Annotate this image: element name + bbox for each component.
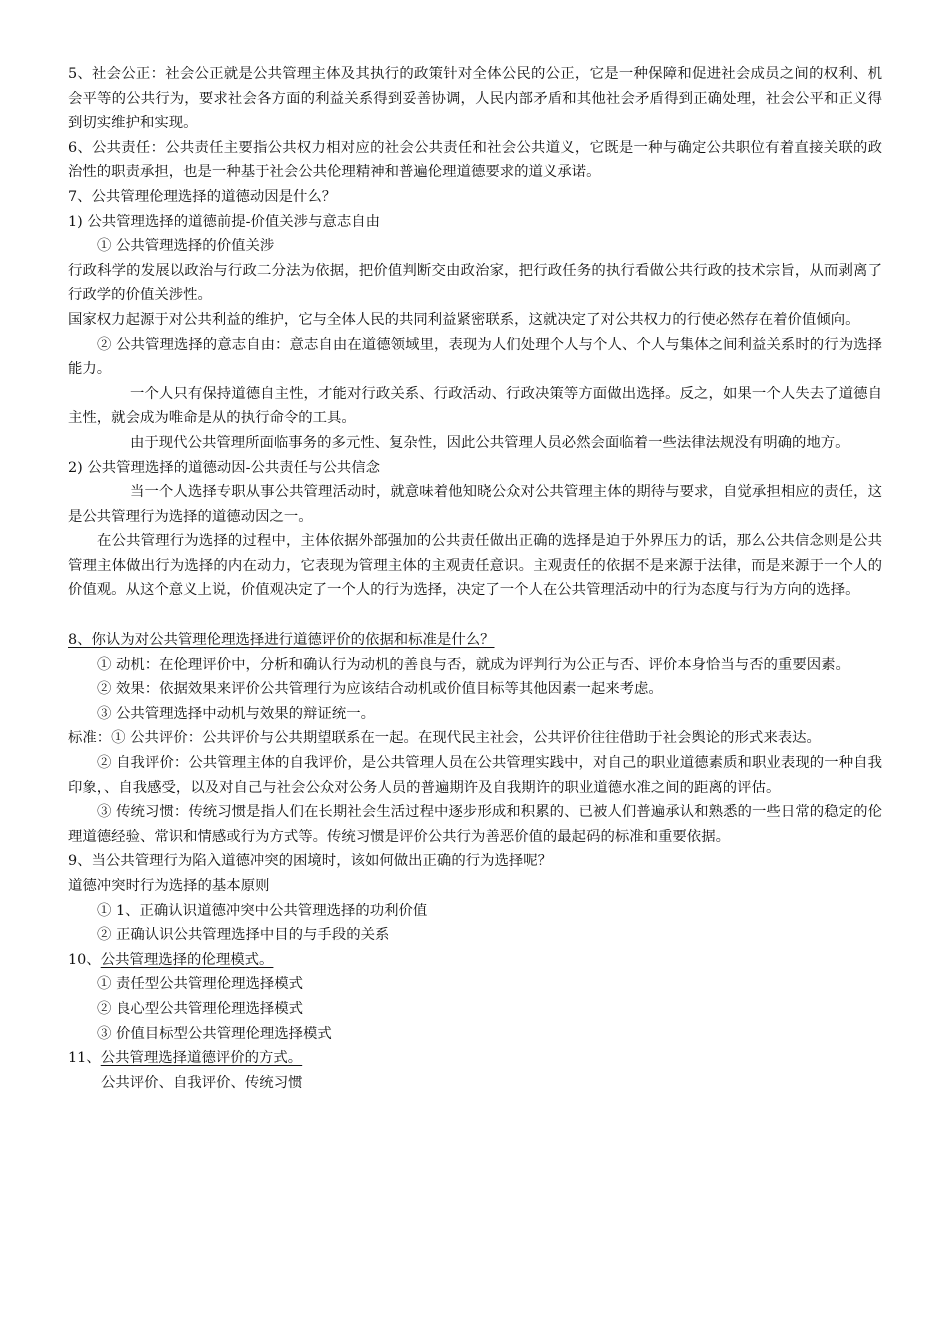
mode-value-goal: ③ 价值目标型公共管理伦理选择模式 [97, 1025, 332, 1042]
blank-line [68, 603, 882, 628]
paragraph-tradition: ③ 传统习惯：传统习惯是指人们在长期社会生活过程中逐步形成和积累的、已被人们普遍承认和熟悉的一些日常的稳定的伦理道德经验、常识和情感或行为方式等。传统习惯是评价公共行为善恶价值的最起码的标准和重要依据。 [68, 804, 882, 845]
paragraph-public-responsibility: 6、公共责任：公共责任主要指公共权力相对应的社会公共责任和社会公共道义，它既是一种与确定公共职位有着直接关联的政治性的职责承担，也是一种基于社会公共伦理精神和普遍伦理道德要求的道义承诺。 [68, 139, 882, 181]
question-10-heading [68, 948, 882, 973]
paragraph-dialectic: ③ 公共管理选择中动机与效果的辩证统一。 [97, 705, 375, 722]
paragraph-effect: ② 效果：依据效果来评价公共管理行为应该结合动机或价值目标等其他因素一起来考虑。 [97, 681, 663, 698]
mode-responsibility: ① 责任型公共管理伦理选择模式 [97, 976, 304, 993]
question-9-heading: 9、当公共管理行为陷入道德冲突的困境时，该如何做出正确的行为选择呢？ [68, 853, 553, 870]
question-8-text: 8、你认为对公共管理伦理选择进行道德评价的依据和标准是什么？ [68, 632, 495, 649]
subsection-value-heading: ① 公共管理选择的价值关涉 [97, 238, 275, 255]
question-11-text: 公共管理选择道德评价的方式。 [100, 1050, 303, 1067]
question-7-heading: 7、公共管理伦理选择的道德动因是什么？ [68, 188, 337, 205]
section-1-heading: 1) 公共管理选择的道德前提-价值关涉与意志自由 [68, 213, 381, 230]
question-11-number: 11、 [68, 1050, 101, 1067]
question-11-heading [68, 1046, 882, 1071]
paragraph-free-will: ② 公共管理选择的意志自由：意志自由在道德领域里，表现为人们处理个人与个人、个人与集体之间利益关系时的行为选择能力。 [68, 336, 882, 378]
principle-2: ② 正确认识公共管理选择中目的与手段的关系 [97, 927, 390, 944]
paragraph-principles: 道德冲突时行为选择的基本原则 [68, 878, 270, 894]
paragraph-professional-choice: 当一个人选择专职从事公共管理活动时，就意味着他知晓公众对公共管理主体的期待与要求，自觉承担相应的责任，这是公共管理行为选择的道德动因之一。 [68, 484, 882, 525]
paragraph-evaluation-methods: 公共评价、自我评价、传统习惯 [101, 1074, 303, 1091]
section-2-heading: 2) 公共管理选择的道德动因-公共责任与公共信念 [68, 459, 381, 476]
paragraph-public-belief: 在公共管理行为选择的过程中，主体依据外部强加的公共责任做出正确的选择是迫于外界压力的话，那么公共信念则是公共管理主体做出行为选择的内在动力，它表现为管理主体的主观责任意识。主观责任的依据不是来源于法律，而是来源于一个人的价值观。从这个意义上说，价值观决定了一个人的行为选择，决定了一个人在公共管理活动中的行为态度与行为方向的选择。 [68, 533, 882, 599]
paragraph-state-power: 国家权力起源于对公共利益的维护，它与全体人民的共同利益紧密联系，这就决定了对公共权力的行使必然存在着价值倾向。 [68, 311, 860, 328]
paragraph-moral-autonomy: 一个人只有保持道德自主性，才能对行政关系、行政活动、行政决策等方面做出选择。反之，如果一个人失去了道德自主性，就会成为唯命是从的执行命令的工具。 [68, 385, 882, 427]
mode-conscience: ② 良心型公共管理伦理选择模式 [97, 1000, 304, 1017]
paragraph-standard-public: 标准：① 公共评价：公共评价与公共期望联系在一起。在现代民主社会，公共评价往往借助于社会舆论的形式来表达。 [68, 730, 821, 747]
paragraph-diversity: 由于现代公共管理所面临事务的多元性、复杂性，因此公共管理人员必然会面临着一些法律法规没有明确的地方。 [130, 434, 850, 451]
paragraph-self-evaluation: ② 自我评价：公共管理主体的自我评价，是公共管理人员在公共管理实践中，对自己的职业道德素质和职业表现的一种自我印象，、自我感受，以及对自己与社会公众对公务人员的普遍期许及自我期许的职业道德水准之间的距离的评估。 [68, 755, 882, 796]
question-10-text: 公共管理选择的伦理模式。 [100, 951, 274, 968]
principle-1: ① 1、正确认识道德冲突中公共管理选择的功利价值 [97, 902, 428, 919]
paragraph-admin-science: 行政科学的发展以政治与行政二分法为依据，把价值判断交由政治家，把行政任务的执行看做公共行政的技术宗旨，从而剥离了行政学的价值关涉性。 [68, 262, 882, 304]
question-8-heading [68, 628, 882, 653]
paragraph-motive: ① 动机：在伦理评价中，分析和确认行为动机的善良与否，就成为评判行为公正与否、评价本身恰当与否的重要因素。 [97, 656, 850, 673]
paragraph-social-justice: 5、社会公正：社会公正就是公共管理主体及其执行的政策针对全体公民的公正，它是一种保障和促进社会成员之间的权利、机会平等的公共行为，要求社会各方面的利益关系得到妥善协调，人民内部矛盾和其他社会矛盾得到正确处理，社会公平和正义得到切实维护和实现。 [68, 66, 882, 132]
question-10-number: 10、 [68, 951, 101, 968]
